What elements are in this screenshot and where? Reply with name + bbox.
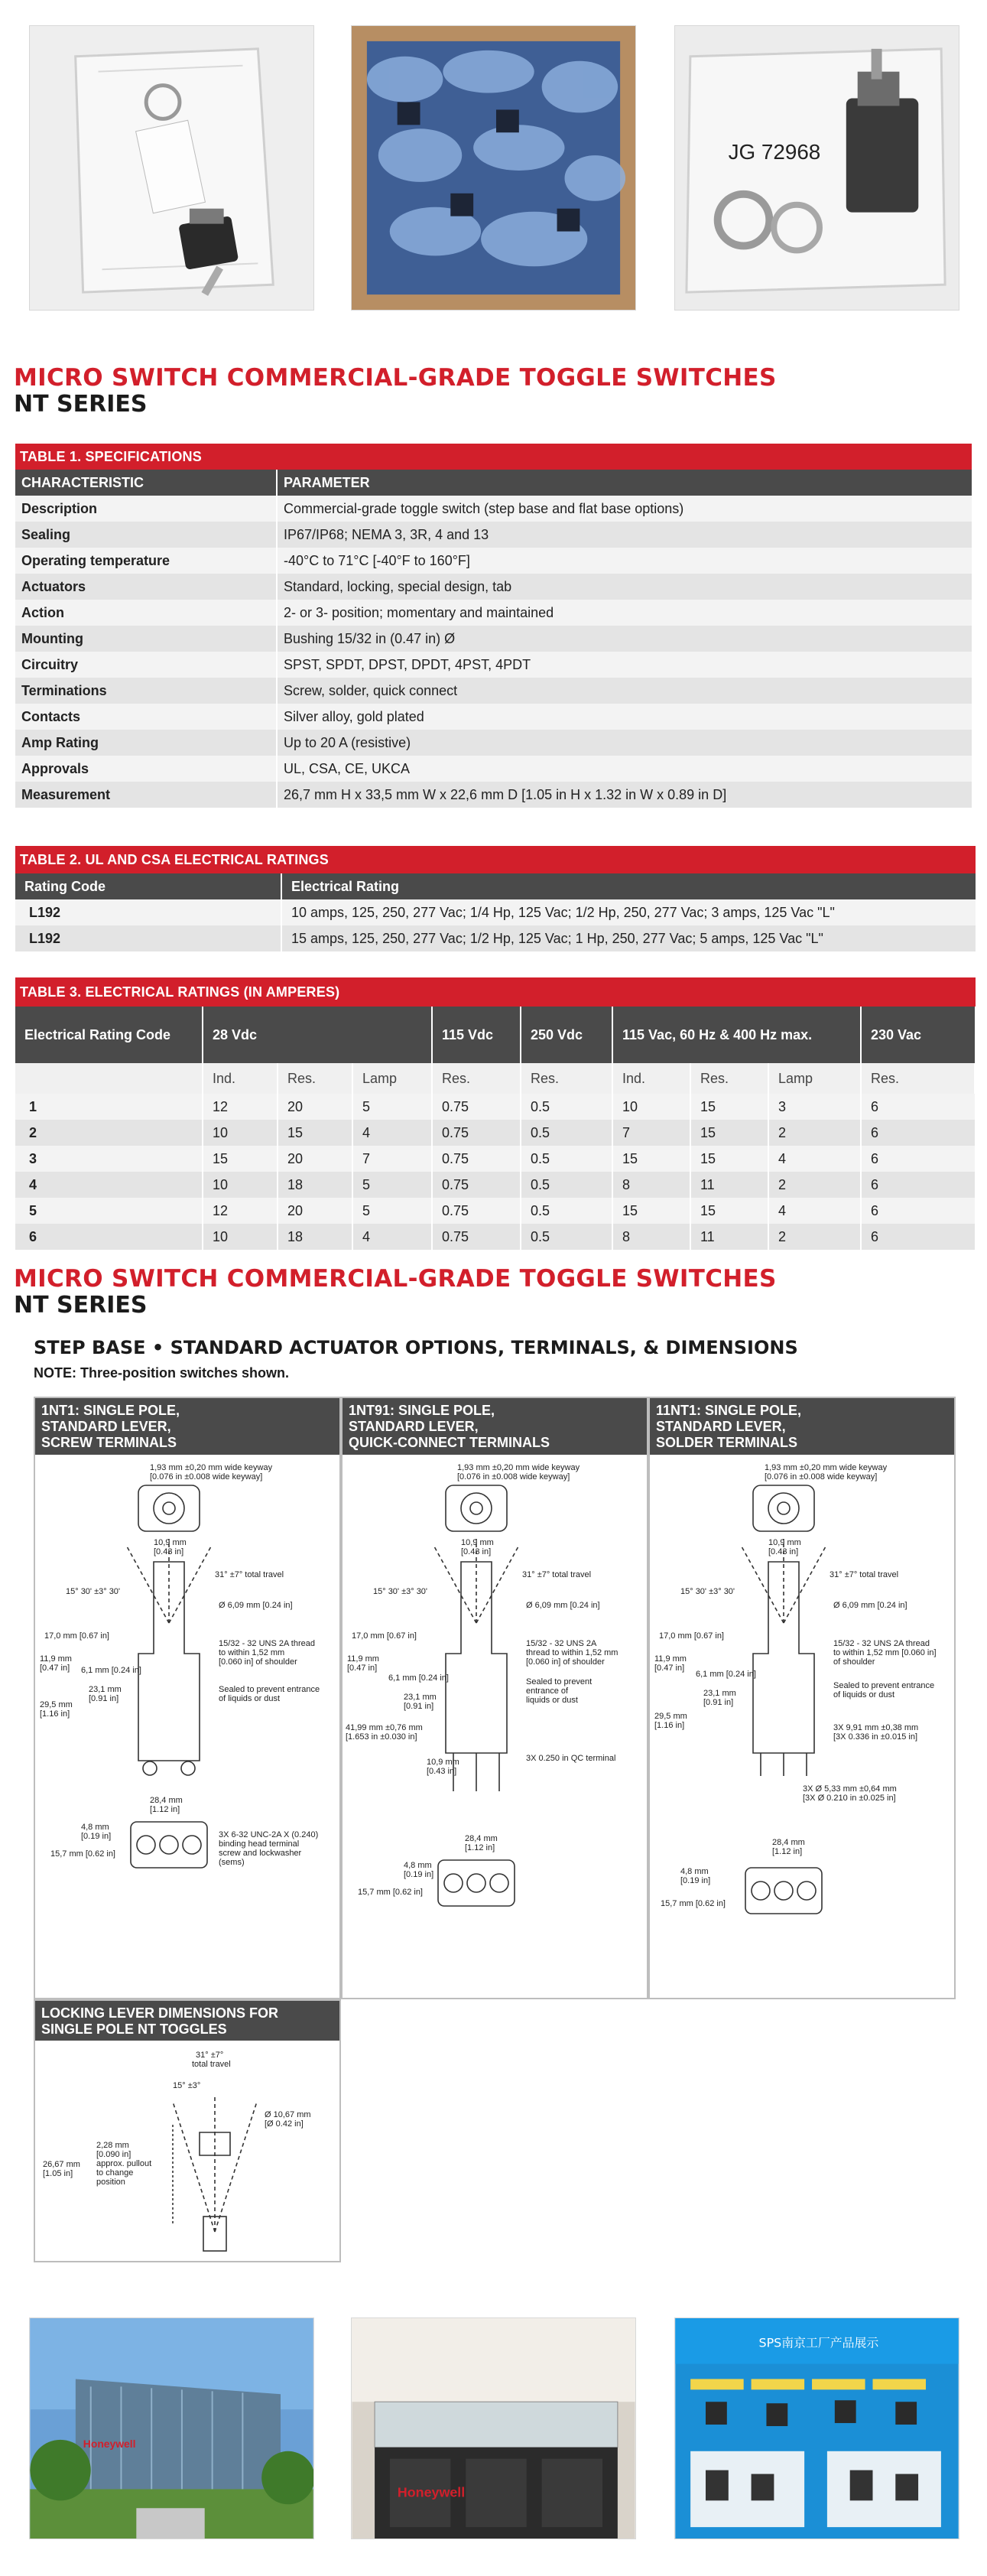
subheader-blank [15, 1063, 203, 1094]
rating-value: 10 [203, 1172, 278, 1198]
rating-value: 15 [690, 1094, 768, 1120]
rating-value: 5 [352, 1172, 432, 1198]
dim-label: liquids or dust [526, 1696, 578, 1705]
panel-title-line: LOCKING LEVER DIMENSIONS FOR [41, 2005, 279, 2021]
rating-value: 0.75 [432, 1198, 521, 1224]
rating-value: 15 [690, 1146, 768, 1172]
dim-label: 4,8 mm [404, 1861, 432, 1870]
dim-label: [0.076 in ±0.008 wide keyway] [457, 1472, 570, 1482]
rating-value: 18 [278, 1224, 352, 1250]
rating-value: 20 [278, 1094, 352, 1120]
table-row [15, 496, 972, 522]
dim-label: [Ø 0.42 in] [265, 2119, 304, 2129]
dim-label: entrance of [526, 1686, 569, 1696]
rating-value: 4 [352, 1120, 432, 1146]
spec-key: Terminations [15, 678, 277, 704]
photo-box-of-switches [351, 25, 636, 311]
dim-label: 3X 6-32 UNC-2A X (0.240) [219, 1830, 319, 1839]
rating-value: 6 [861, 1198, 975, 1224]
photo-part-label: JG 72968 [728, 140, 821, 164]
rating-code: L192 [15, 899, 281, 925]
rating-value: 0.75 [432, 1120, 521, 1146]
rating-value: 0.5 [521, 1198, 612, 1224]
spec-value: IP67/IP68; NEMA 3, 3R, 4 and 13 [277, 522, 972, 548]
rating-value: 6 [861, 1224, 975, 1250]
rating-value: 0.5 [521, 1172, 612, 1198]
spec-value: Screw, solder, quick connect [277, 678, 972, 704]
dim-label: Ø 6,09 mm [0.24 in] [526, 1601, 600, 1610]
rating-value: 15 [278, 1120, 352, 1146]
subheader: Res. [521, 1063, 612, 1094]
page-note: NOTE: Three-position switches shown. [34, 1365, 290, 1381]
dim-label: 15,7 mm [0.62 in] [358, 1888, 423, 1897]
dim-label: [1.16 in] [40, 1709, 70, 1719]
dim-label: [0.19 in] [81, 1832, 112, 1841]
col-rating-code: Rating Code [15, 873, 281, 899]
table-row [15, 652, 972, 678]
electrical-ratings-table [15, 1007, 976, 1250]
dim-label: 28,4 mm [150, 1796, 183, 1805]
rating-value: 2 [768, 1172, 861, 1198]
photo-bagged-switch [29, 25, 314, 311]
panel-locking-lever [34, 1999, 341, 2262]
dim-label: [0.19 in] [404, 1870, 434, 1879]
dim-label: Sealed to prevent [526, 1677, 593, 1686]
table-row [15, 522, 972, 548]
panel-title-line: SOLDER TERMINALS [656, 1435, 798, 1450]
page-subtitle: STEP BASE • STANDARD ACTUATOR OPTIONS, TERMINALS, & DIMENSIONS [34, 1337, 798, 1358]
dim-label: 10,9 mm [427, 1758, 459, 1767]
dim-label: [1.05 in] [43, 2169, 73, 2178]
rating-value: 10 [203, 1224, 278, 1250]
spec-value: Silver alloy, gold plated [277, 704, 972, 730]
rating-value: 6 [861, 1094, 975, 1120]
spec-key: Sealing [15, 522, 277, 548]
series-title-1 [14, 364, 777, 418]
dim-label: 3X Ø 5,33 mm ±0,64 mm [803, 1784, 897, 1794]
table-row [15, 1120, 975, 1146]
dim-label: [0.91 in] [404, 1702, 434, 1711]
table-row [15, 626, 972, 652]
dim-label: 15° 30' ±3° 30' [373, 1587, 428, 1596]
dim-label: [0.91 in] [703, 1698, 734, 1707]
col-parameter: PARAMETER [277, 470, 972, 496]
dim-label: [0.076 in ±0.008 wide keyway] [150, 1472, 263, 1482]
rating-value: 4 [768, 1146, 861, 1172]
rating-value: 5 [352, 1094, 432, 1120]
spec-key: Contacts [15, 704, 277, 730]
rating-code: L192 [15, 925, 281, 951]
table-row [15, 925, 976, 951]
dim-label: position [96, 2178, 125, 2187]
table-row [15, 600, 972, 626]
photo-honeywell-building [29, 2317, 314, 2539]
dim-label: total travel [192, 2060, 231, 2069]
rating-value: 4 [768, 1198, 861, 1224]
panel-title [35, 1398, 339, 1455]
dim-label: [3X Ø 0.210 in ±0.025 in] [803, 1794, 896, 1803]
dim-label: thread to within 1,52 mm [526, 1648, 618, 1657]
table-row [15, 899, 976, 925]
dim-label: 31° ±7° [196, 2051, 224, 2060]
rating-value: 0.5 [521, 1120, 612, 1146]
table-row [15, 678, 972, 704]
dim-label: 4,8 mm [81, 1823, 109, 1832]
dim-label: Ø 10,67 mm [265, 2110, 311, 2119]
dim-label: 29,5 mm [654, 1712, 687, 1721]
series-title-line2: NT SERIES [14, 1292, 148, 1319]
rating-code: 1 [15, 1094, 203, 1120]
rating-text: 15 amps, 125, 250, 277 Vac; 1/2 Hp, 125 Vac; 1 Hp, 250, 277 Vac; 5 amps, 125 Vac "L" [281, 925, 976, 951]
dim-label: Sealed to prevent entrance [219, 1685, 320, 1694]
spec-value: UL, CSA, CE, UKCA [277, 756, 972, 782]
spec-value: Bushing 15/32 in (0.47 in) Ø [277, 626, 972, 652]
dim-label: 6,1 mm [0.24 in] [696, 1670, 756, 1679]
table-row [15, 730, 972, 756]
photo-showroom [351, 2317, 636, 2539]
rating-text: 10 amps, 125, 250, 277 Vac; 1/4 Hp, 125 Vac; 1/2 Hp, 250, 277 Vac; 3 amps, 125 Vac "L" [281, 899, 976, 925]
table-row [15, 704, 972, 730]
spec-key: Measurement [15, 782, 277, 808]
table3-title: TABLE 3. ELECTRICAL RATINGS (IN AMPERES) [15, 977, 976, 1007]
subheader: Res. [861, 1063, 975, 1094]
rating-value: 15 [690, 1198, 768, 1224]
spec-value: -40°C to 71°C [-40°F to 160°F] [277, 548, 972, 574]
dim-label: 11,9 mm [654, 1654, 687, 1664]
col-115vac: 115 Vac, 60 Hz & 400 Hz max. [612, 1007, 861, 1063]
dim-label: 15,7 mm [0.62 in] [50, 1849, 115, 1859]
subheader: Res. [278, 1063, 352, 1094]
rating-value: 3 [768, 1094, 861, 1120]
dimension-drawing-quick-connect [343, 1455, 647, 1998]
photo-product-display [674, 2317, 959, 2539]
spec-value: Up to 20 A (resistive) [277, 730, 972, 756]
dim-label: [0.43 in] [461, 1547, 492, 1556]
rating-code: 3 [15, 1146, 203, 1172]
dim-label: 2,28 mm [96, 2141, 129, 2150]
rating-value: 0.5 [521, 1224, 612, 1250]
panel-title-line: 11NT1: SINGLE POLE, [656, 1403, 802, 1418]
dim-label: 15/32 - 32 UNS 2A thread [219, 1639, 315, 1648]
subheader: Res. [690, 1063, 768, 1094]
dim-label: Ø 6,09 mm [0.24 in] [219, 1601, 293, 1610]
rating-value: 20 [278, 1146, 352, 1172]
dim-label: [1.12 in] [772, 1847, 803, 1856]
rating-value: 6 [861, 1146, 975, 1172]
series-title-line1: MICRO SWITCH COMMERCIAL-GRADE TOGGLE SWITCHES [14, 1265, 777, 1293]
table-row [15, 1198, 975, 1224]
dimension-drawing-locking-lever [35, 2041, 339, 2261]
dim-label: [0.060 in] of shoulder [219, 1657, 297, 1667]
dimension-drawing-screw [35, 1455, 339, 1998]
subheader: Lamp [352, 1063, 432, 1094]
col-characteristic: CHARACTERISTIC [15, 470, 277, 496]
dim-label: 1,93 mm ±0,20 mm wide keyway [150, 1463, 273, 1472]
panel-1nt1 [34, 1397, 341, 1999]
dim-label: 17,0 mm [0.67 in] [352, 1631, 417, 1641]
table-row [15, 756, 972, 782]
dim-label: 15,7 mm [0.62 in] [661, 1899, 726, 1908]
table-subheader-row [15, 1063, 975, 1094]
dim-label: screw and lockwasher [219, 1849, 302, 1858]
dim-label: 31° ±7° total travel [215, 1570, 284, 1579]
dim-label: 4,8 mm [680, 1867, 709, 1876]
dim-label: 11,9 mm [347, 1654, 379, 1664]
dim-label: 23,1 mm [703, 1689, 736, 1698]
photo-switch-with-label [674, 25, 959, 311]
dim-label: 3X 9,91 mm ±0,38 mm [833, 1723, 919, 1732]
rating-value: 0.75 [432, 1172, 521, 1198]
spec-value: Commercial-grade toggle switch (step base and flat base options) [277, 496, 972, 522]
dim-label: 28,4 mm [772, 1838, 805, 1847]
dim-label: [0.43 in] [154, 1547, 184, 1556]
dim-label: [0.43 in] [768, 1547, 799, 1556]
dim-label: [0.91 in] [89, 1694, 119, 1703]
dim-label: 10,9 mm [768, 1538, 801, 1547]
table-row [15, 574, 972, 600]
subheader: Res. [432, 1063, 521, 1094]
series-title-2 [14, 1265, 777, 1319]
panel-title-line: QUICK-CONNECT TERMINALS [349, 1435, 550, 1450]
dim-label: 26,67 mm [43, 2160, 80, 2169]
dim-label: approx. pullout [96, 2159, 152, 2168]
rating-value: 0.5 [521, 1146, 612, 1172]
spec-key: Operating temperature [15, 548, 277, 574]
rating-value: 0.75 [432, 1094, 521, 1120]
dim-label: 23,1 mm [89, 1685, 122, 1694]
panel-1nt91 [341, 1397, 648, 1999]
dim-label: 23,1 mm [404, 1693, 437, 1702]
table-row [15, 548, 972, 574]
building-sign: Honeywell [83, 2437, 136, 2450]
dim-label: to within 1,52 mm [0.060 in] [833, 1648, 937, 1657]
rating-value: 7 [352, 1146, 432, 1172]
rating-code: 5 [15, 1198, 203, 1224]
rating-value: 0.75 [432, 1146, 521, 1172]
rating-value: 15 [612, 1198, 690, 1224]
dim-label: [0.47 in] [347, 1664, 378, 1673]
dim-label: to within 1,52 mm [219, 1648, 285, 1657]
panel-title-line: SINGLE POLE NT TOGGLES [41, 2021, 227, 2037]
dim-label: [0.47 in] [40, 1664, 70, 1673]
rating-value: 0.5 [521, 1094, 612, 1120]
table-row [15, 1094, 975, 1120]
table-row [15, 1146, 975, 1172]
dim-label: 41,99 mm ±0,76 mm [346, 1723, 423, 1732]
col-28vdc: 28 Vdc [203, 1007, 432, 1063]
dim-label: (sems) [219, 1858, 245, 1867]
spec-key: Description [15, 496, 277, 522]
dim-label: 31° ±7° total travel [830, 1570, 899, 1579]
dim-label: [0.43 in] [427, 1767, 457, 1776]
dim-label: [1.12 in] [150, 1805, 180, 1814]
dim-label: Sealed to prevent entrance [833, 1681, 935, 1690]
dim-label: of liquids or dust [219, 1694, 281, 1703]
electrical-ratings-body [15, 1094, 975, 1250]
panel-title [650, 1398, 954, 1455]
rating-value: 18 [278, 1172, 352, 1198]
dim-label: 6,1 mm [0.24 in] [388, 1673, 449, 1683]
table-row [15, 782, 972, 808]
ul-csa-ratings-table [15, 873, 976, 951]
dimension-drawing-solder [650, 1455, 954, 1998]
dim-label: [0.19 in] [680, 1876, 711, 1885]
showroom-sign: Honeywell [397, 2484, 466, 2500]
dim-label: 3X 0.250 in QC terminal [526, 1754, 616, 1763]
rating-value: 2 [768, 1224, 861, 1250]
dim-label: 11,9 mm [40, 1654, 72, 1664]
rating-value: 20 [278, 1198, 352, 1224]
rating-value: 12 [203, 1094, 278, 1120]
dim-label: [0.090 in] [96, 2150, 131, 2159]
rating-value: 5 [352, 1198, 432, 1224]
spec-value: SPST, SPDT, DPST, DPDT, 4PST, 4PDT [277, 652, 972, 678]
rating-value: 0.75 [432, 1224, 521, 1250]
panel-title-line: STANDARD LEVER, [41, 1419, 171, 1434]
dim-label: [3X 0.336 in ±0.015 in] [833, 1732, 918, 1742]
dim-label: 15/32 - 32 UNS 2A [526, 1639, 597, 1648]
panel-title [35, 2001, 339, 2041]
dim-label: of shoulder [833, 1657, 875, 1667]
col-115vdc: 115 Vdc [432, 1007, 521, 1063]
subheader: Ind. [612, 1063, 690, 1094]
rating-value: 15 [612, 1146, 690, 1172]
spec-key: Circuitry [15, 652, 277, 678]
panel-11nt1 [648, 1397, 956, 1999]
dim-label: [0.076 in ±0.008 wide keyway] [765, 1472, 878, 1482]
col-electrical-rating: Electrical Rating [281, 873, 976, 899]
dim-label: of liquids or dust [833, 1690, 895, 1699]
dim-label: 17,0 mm [0.67 in] [659, 1631, 724, 1641]
spec-value: 26,7 mm H x 33,5 mm W x 22,6 mm D [1.05 in H x 1.32 in W x 0.89 in D] [277, 782, 972, 808]
dim-label: 15° 30' ±3° 30' [680, 1587, 735, 1596]
dim-label: binding head terminal [219, 1839, 300, 1849]
spec-key: Action [15, 600, 277, 626]
dim-label: 15° 30' ±3° 30' [66, 1587, 121, 1596]
rating-code: 4 [15, 1172, 203, 1198]
series-title-line1: MICRO SWITCH COMMERCIAL-GRADE TOGGLE SWITCHES [14, 364, 777, 392]
rating-value: 15 [203, 1146, 278, 1172]
dim-label: 28,4 mm [465, 1834, 498, 1843]
display-sign: SPS南京工厂产品展示 [758, 2335, 879, 2350]
rating-value: 10 [612, 1094, 690, 1120]
dim-label: 10,9 mm [461, 1538, 494, 1547]
col-230vac: 230 Vac [861, 1007, 975, 1063]
dim-label: 10,9 mm [154, 1538, 187, 1547]
dim-label: [1.16 in] [654, 1721, 685, 1730]
rating-code: 2 [15, 1120, 203, 1146]
dim-label: [1.653 in ±0.030 in] [346, 1732, 417, 1742]
rating-code: 6 [15, 1224, 203, 1250]
col-rating-code: Electrical Rating Code [15, 1007, 203, 1063]
dim-label: 1,93 mm ±0,20 mm wide keyway [457, 1463, 580, 1472]
dim-label: to change [96, 2168, 134, 2178]
table1-title: TABLE 1. SPECIFICATIONS [15, 444, 972, 470]
rating-value: 12 [203, 1198, 278, 1224]
table-row [15, 1224, 975, 1250]
panel-title-line: STANDARD LEVER, [656, 1419, 786, 1434]
spec-key: Actuators [15, 574, 277, 600]
spec-value: Standard, locking, special design, tab [277, 574, 972, 600]
panel-title-line: 1NT91: SINGLE POLE, [349, 1403, 495, 1418]
rating-value: 6 [861, 1120, 975, 1146]
series-title-line2: NT SERIES [14, 391, 148, 418]
rating-value: 10 [203, 1120, 278, 1146]
table-row [15, 1172, 975, 1198]
panel-title-line: 1NT1: SINGLE POLE, [41, 1403, 180, 1418]
rating-value: 7 [612, 1120, 690, 1146]
dim-label: 1,93 mm ±0,20 mm wide keyway [765, 1463, 888, 1472]
rating-value: 15 [690, 1120, 768, 1146]
rating-value: 6 [861, 1172, 975, 1198]
spec-key: Approvals [15, 756, 277, 782]
table2-title: TABLE 2. UL AND CSA ELECTRICAL RATINGS [15, 846, 976, 873]
spec-value: 2- or 3- position; momentary and maintained [277, 600, 972, 626]
dim-label: [0.47 in] [654, 1664, 685, 1673]
rating-value: 8 [612, 1172, 690, 1198]
col-250vdc: 250 Vdc [521, 1007, 612, 1063]
rating-value: 4 [352, 1224, 432, 1250]
panel-title [343, 1398, 647, 1455]
rating-value: 2 [768, 1120, 861, 1146]
dim-label: [1.12 in] [465, 1843, 495, 1852]
rating-value: 8 [612, 1224, 690, 1250]
dim-label: 17,0 mm [0.67 in] [44, 1631, 109, 1641]
panel-title-line: STANDARD LEVER, [349, 1419, 479, 1434]
dim-label: 15° ±3° [173, 2081, 201, 2090]
spec-key: Mounting [15, 626, 277, 652]
spec-key: Amp Rating [15, 730, 277, 756]
dim-label: 31° ±7° total travel [522, 1570, 592, 1579]
dim-label: Ø 6,09 mm [0.24 in] [833, 1601, 907, 1610]
subheader: Lamp [768, 1063, 861, 1094]
dim-label: 15/32 - 32 UNS 2A thread [833, 1639, 930, 1648]
dim-label: 29,5 mm [40, 1700, 73, 1709]
panel-title-line: SCREW TERMINALS [41, 1435, 177, 1450]
subheader: Ind. [203, 1063, 278, 1094]
rating-value: 11 [690, 1172, 768, 1198]
specifications-table [15, 470, 972, 808]
dim-label: 6,1 mm [0.24 in] [81, 1666, 141, 1675]
dim-label: [0.060 in] of shoulder [526, 1657, 605, 1667]
rating-value: 11 [690, 1224, 768, 1250]
